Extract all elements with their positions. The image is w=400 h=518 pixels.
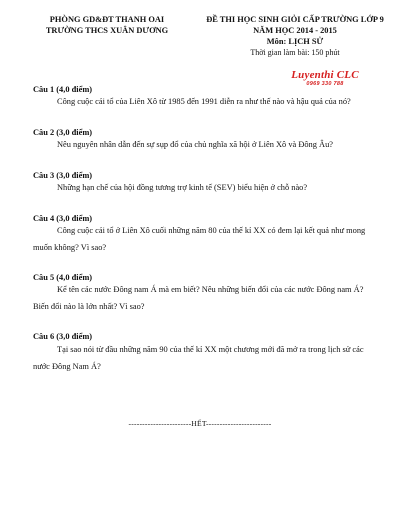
question-3-text: Những hạn chế của hội đồng tương trợ kinh tế (SEV) biểu hiện ở chỗ nào? [57, 183, 308, 192]
question-2-title: Câu 2 (3,0 điểm) [33, 128, 93, 137]
school-name: TRƯỜNG THCS XUÂN DƯƠNG [45, 26, 169, 35]
time-limit: Thời gian làm bài: 150 phút [250, 48, 340, 57]
question-5-title: Câu 5 (4,0 điểm) [33, 273, 93, 282]
exam-title: ĐỀ THI HỌC SINH GIỎI CẤP TRƯỜNG LỚP 9 [206, 15, 384, 24]
watermark-logo [286, 70, 364, 88]
subject: Môn: LỊCH SỬ [266, 37, 324, 46]
question-6-text: Tại sao nói từ đầu những năm 90 của thế kỉ XX một chương mới đã mở ra trong lịch sử các nước Đông Nam Á? [33, 345, 364, 371]
question-6-title: Câu 6 (3,0 điểm) [33, 332, 93, 341]
question-1-title: Câu 1 (4,0 điểm) [33, 85, 93, 94]
department-name: PHÒNG GD&ĐT THANH OAI [49, 15, 165, 24]
question-2-text: Nêu nguyên nhân dẫn đến sự sụp đổ của chủ nghĩa xã hội ở Liên Xô và Đông Âu? [57, 140, 333, 149]
watermark-name: Luyenthi CLC [291, 69, 359, 81]
question-3-title: Câu 3 (3,0 điểm) [33, 171, 93, 180]
exam-header [196, 14, 394, 58]
question-4-text: Công cuộc cải tổ ở Liên Xô cuối những năm 80 của thế kỉ XX có đem lại kết quả như mong muốn không? Vì sao? [33, 226, 366, 252]
end-marker: -----------------------HẾT------------------------ [128, 419, 272, 428]
watermark-phone: 0969 330 788 [306, 81, 344, 87]
question-4-title: Câu 4 (3,0 điểm) [33, 214, 93, 223]
question-5-text: Kể tên các nước Đông nam Á mà em biết? Nêu những biến đổi của các nước Đông nam Á? Biến đổi nào là lớn nhất? Vì sao? [33, 285, 364, 311]
school-header [22, 14, 192, 36]
question-1-text: Công cuộc cải tổ của Liên Xô từ 1985 đến 1991 diễn ra như thế nào và hậu quả của nó? [57, 97, 351, 106]
school-year: NĂM HỌC 2014 - 2015 [253, 26, 337, 35]
